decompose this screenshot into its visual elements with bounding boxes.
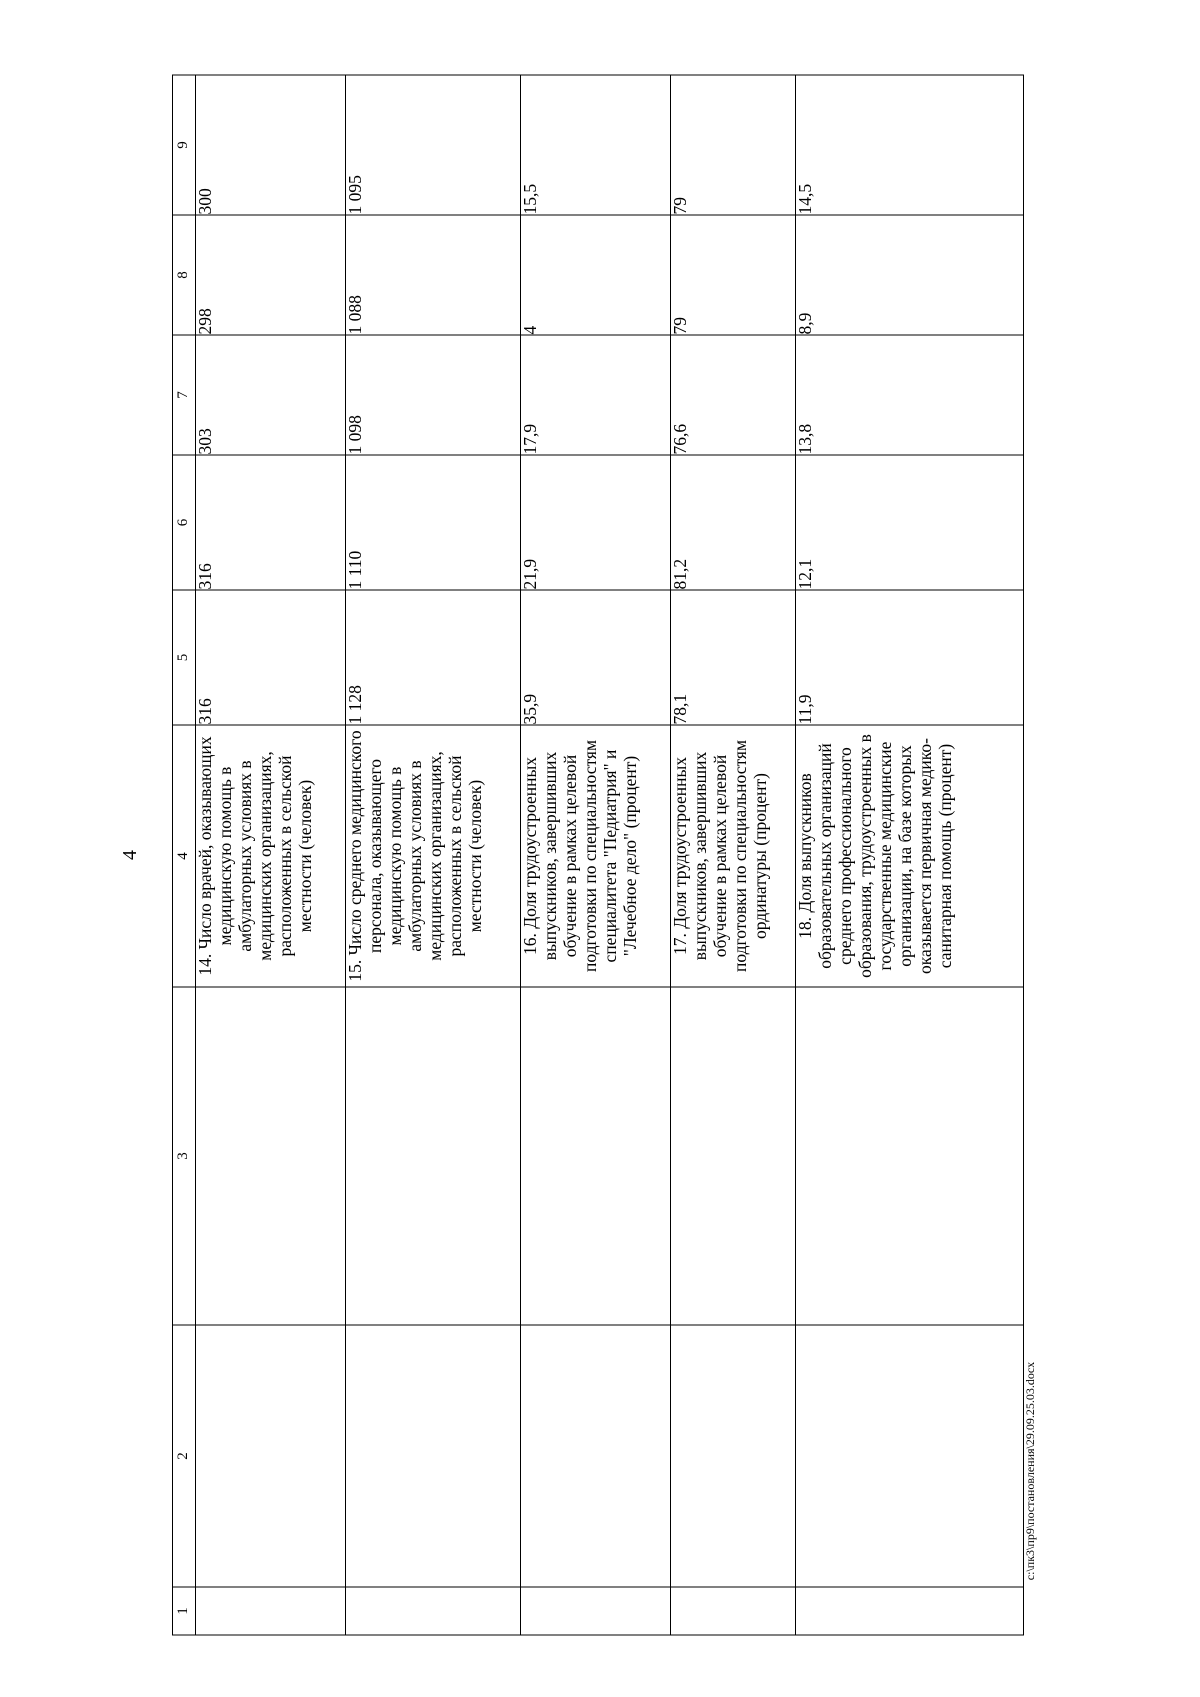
value-col7: 76,6 bbox=[671, 335, 796, 455]
cell-col1 bbox=[196, 1587, 346, 1635]
header-cell-2: 2 bbox=[173, 1325, 196, 1587]
table-row bbox=[521, 75, 671, 1635]
indicator-description: 14. Число врачей, оказывающих медицинскую помощь в амбулаторных условиях в медицинских организациях, расположенных в сельской местности (человек) bbox=[196, 725, 346, 987]
header-cell-4: 4 bbox=[173, 725, 196, 987]
cell-col3 bbox=[671, 987, 796, 1325]
cell-col1 bbox=[671, 1587, 796, 1635]
header-cell-6: 6 bbox=[173, 455, 196, 590]
cell-col3 bbox=[346, 987, 521, 1325]
indicators-table bbox=[172, 75, 1024, 1636]
value-col9: 15,5 bbox=[521, 75, 671, 215]
value-col6: 316 bbox=[196, 455, 346, 590]
value-col7: 13,8 bbox=[796, 335, 1024, 455]
value-col9: 1 095 bbox=[346, 75, 521, 215]
value-col5: 78,1 bbox=[671, 590, 796, 725]
value-col9: 300 bbox=[196, 75, 346, 215]
header-cell-3: 3 bbox=[173, 987, 196, 1325]
header-cell-7: 7 bbox=[173, 335, 196, 455]
value-col6: 1 110 bbox=[346, 455, 521, 590]
value-col6: 12,1 bbox=[796, 455, 1024, 590]
cell-col1 bbox=[796, 1587, 1024, 1635]
cell-col2 bbox=[196, 1325, 346, 1587]
value-col7: 17,9 bbox=[521, 335, 671, 455]
cell-col1 bbox=[521, 1587, 671, 1635]
cell-col2 bbox=[671, 1325, 796, 1587]
value-col6: 21,9 bbox=[521, 455, 671, 590]
indicator-description: 15. Число среднего медицинского персонала, оказывающего медицинскую помощь в амбулаторных условиях в медицинских организациях, расположенных в сельской местности (человек) bbox=[346, 725, 521, 987]
cell-col3 bbox=[196, 987, 346, 1325]
value-col5: 35,9 bbox=[521, 590, 671, 725]
value-col7: 1 098 bbox=[346, 335, 521, 455]
value-col8: 4 bbox=[521, 215, 671, 335]
cell-col3 bbox=[521, 987, 671, 1325]
table-row bbox=[796, 75, 1024, 1635]
header-cell-5: 5 bbox=[173, 590, 196, 725]
table-container bbox=[173, 75, 1023, 1635]
value-col6: 81,2 bbox=[671, 455, 796, 590]
table-row bbox=[346, 75, 521, 1635]
value-col8: 298 bbox=[196, 215, 346, 335]
header-cell-1: 1 bbox=[173, 1587, 196, 1635]
page-number: 4 bbox=[119, 850, 141, 860]
value-col8: 79 bbox=[671, 215, 796, 335]
value-col8: 8,9 bbox=[796, 215, 1024, 335]
table-row bbox=[196, 75, 346, 1635]
value-col7: 303 bbox=[196, 335, 346, 455]
cell-col2 bbox=[796, 1325, 1024, 1587]
indicator-description: 18. Доля выпускников образовательных организаций среднего профессионального образования, трудоустроенных в государственные медицинские организации, на базе которых оказывается первичная медико-санитарная помощь (процент) bbox=[796, 725, 1024, 987]
value-col5: 316 bbox=[196, 590, 346, 725]
value-col5: 1 128 bbox=[346, 590, 521, 725]
cell-col3 bbox=[796, 987, 1024, 1325]
cell-col2 bbox=[521, 1325, 671, 1587]
indicator-description: 17. Доля трудоустроенных выпускников, завершивших обучение в рамках целевой подготовки по специальностям ординатуры (процент) bbox=[671, 725, 796, 987]
header-row bbox=[173, 75, 196, 1635]
header-cell-8: 8 bbox=[173, 215, 196, 335]
value-col8: 1 088 bbox=[346, 215, 521, 335]
table-row bbox=[671, 75, 796, 1635]
cell-col2 bbox=[346, 1325, 521, 1587]
cell-col1 bbox=[346, 1587, 521, 1635]
footer-file-path: c:\пк3\пр9\постановления\29.09.25.03.docx bbox=[1023, 1361, 1037, 1581]
value-col9: 79 bbox=[671, 75, 796, 215]
value-col5: 11,9 bbox=[796, 590, 1024, 725]
header-cell-9: 9 bbox=[173, 75, 196, 215]
indicator-description: 16. Доля трудоустроенных выпускников, завершивших обучение в рамках целевой подготовки по специальностям специалитета "Педиатрия" и "Лечебное дело" (процент) bbox=[521, 725, 671, 987]
value-col9: 14,5 bbox=[796, 75, 1024, 215]
